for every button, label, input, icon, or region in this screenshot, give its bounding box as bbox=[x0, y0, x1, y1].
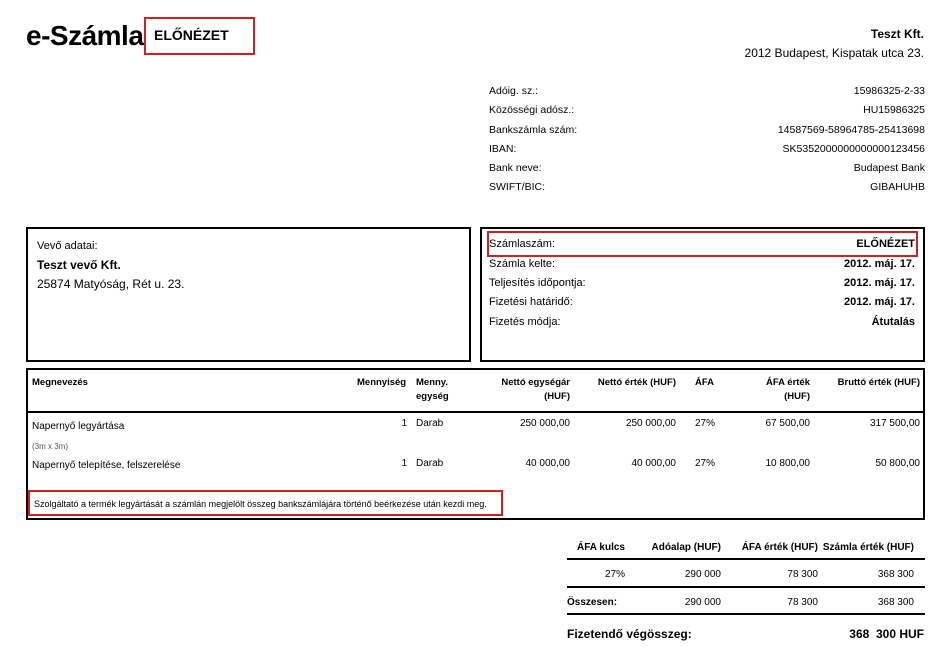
col-header-qty: Mennyiség bbox=[357, 377, 407, 388]
items-header-divider bbox=[26, 411, 925, 413]
col-header-net: Nettó érték (HUF) bbox=[597, 377, 676, 388]
invoice-date-label: Számla kelte: bbox=[489, 258, 556, 270]
vat-amount: 78 300 bbox=[787, 569, 818, 580]
item-qty: 1 bbox=[401, 458, 407, 469]
vat-sum-label: Összesen: bbox=[567, 597, 618, 608]
col-header-gross: Bruttó érték (HUF) bbox=[837, 377, 920, 388]
document-title: e-Számla bbox=[26, 20, 144, 51]
payment-deadline-value: 2012. máj. 17. bbox=[844, 296, 915, 308]
item-qty: 1 bbox=[401, 418, 407, 429]
vat-header-total: Számla érték (HUF) bbox=[822, 542, 914, 553]
item-unit: Darab bbox=[416, 418, 444, 429]
col-header-unit-price-line2: (HUF) bbox=[544, 391, 570, 402]
fulfillment-date-label: Teljesítés időpontja: bbox=[489, 277, 586, 289]
item-name: Napernyő legyártása bbox=[32, 421, 125, 432]
seller-detail-value: Budapest Bank bbox=[853, 162, 925, 174]
invoice-info-row bbox=[489, 316, 915, 335]
col-header-name: Megnevezés bbox=[32, 377, 88, 388]
seller-detail-row bbox=[489, 143, 925, 162]
vat-rate: 27% bbox=[604, 569, 625, 580]
col-header-unit-line1: Menny. bbox=[416, 377, 449, 388]
item-name: Napernyő telepítése, felszerelése bbox=[32, 460, 181, 471]
seller-detail-label: Bankszámla szám: bbox=[489, 124, 578, 136]
vat-header-rate: ÁFA kulcs bbox=[577, 542, 625, 553]
payment-deadline-label: Fizetési határidő: bbox=[489, 296, 573, 308]
seller-detail-label: Közösségi adósz.: bbox=[489, 104, 575, 116]
item-net: 250 000,00 bbox=[625, 418, 676, 429]
item-vat: 27% bbox=[695, 418, 716, 429]
col-header-vat: ÁFA bbox=[695, 377, 714, 388]
col-header-vat-value bbox=[730, 376, 810, 404]
vat-sum-base: 290 000 bbox=[684, 597, 721, 608]
vat-header-base: Adóalap (HUF) bbox=[651, 542, 721, 553]
vat-base: 290 000 bbox=[684, 569, 721, 580]
invoice-date-value: 2012. máj. 17. bbox=[844, 258, 915, 270]
preview-badge bbox=[144, 17, 255, 55]
item-unit: Darab bbox=[416, 458, 444, 469]
item-unit-price: 40 000,00 bbox=[525, 458, 570, 469]
seller-detail-value: SK5352000000000000123456 bbox=[782, 143, 925, 155]
seller-address: 2012 Budapest, Kispatak utca 23. bbox=[744, 46, 924, 60]
seller-detail-value: 14587569-58964785-25413698 bbox=[777, 124, 925, 136]
payment-note: Szolgáltató a termék legyártását a számlán megjelölt összeg bankszámlájára történő beérkezése után kezdi meg. bbox=[34, 499, 487, 509]
buyer-box bbox=[26, 227, 471, 362]
grand-total-divider bbox=[567, 613, 925, 615]
invoice-info-row bbox=[489, 277, 915, 296]
fulfillment-date-value: 2012. máj. 17. bbox=[844, 277, 915, 289]
seller-detail-value: HU15986325 bbox=[863, 104, 925, 116]
col-header-unit-line2: egység bbox=[416, 391, 449, 402]
item-unit-price: 250 000,00 bbox=[519, 418, 570, 429]
seller-detail-value: GIBAHUHB bbox=[870, 181, 925, 193]
col-header-unit bbox=[416, 376, 449, 404]
seller-detail-label: Bank neve: bbox=[489, 162, 542, 174]
grand-total-label: Fizetendő végösszeg: bbox=[567, 627, 692, 641]
item-vat-value: 10 800,00 bbox=[765, 458, 810, 469]
item-gross: 50 800,00 bbox=[875, 458, 920, 469]
item-subtitle: (3m x 3m) bbox=[32, 442, 68, 451]
invoice-info-row bbox=[489, 296, 915, 315]
seller-detail-label: SWIFT/BIC: bbox=[489, 181, 545, 193]
seller-detail-row bbox=[489, 162, 925, 181]
col-header-vat-value-line2: (HUF) bbox=[784, 391, 810, 402]
item-vat: 27% bbox=[695, 458, 716, 469]
seller-name: Teszt Kft. bbox=[870, 27, 924, 41]
invoice-number-label: Számlaszám: bbox=[489, 238, 556, 250]
invoice-number-value: ELŐNÉZET bbox=[856, 238, 915, 250]
vat-header-divider bbox=[567, 558, 925, 560]
payment-method-label: Fizetés módja: bbox=[489, 316, 561, 328]
col-header-unit-price bbox=[470, 376, 570, 404]
grand-total-value: 368 300 HUF bbox=[849, 627, 924, 641]
vat-total: 368 300 bbox=[877, 569, 914, 580]
invoice-info-row bbox=[489, 238, 915, 257]
buyer-address: 25874 Matyóság, Rét u. 23. bbox=[37, 277, 185, 291]
seller-detail-row bbox=[489, 181, 925, 200]
item-vat-value: 67 500,00 bbox=[765, 418, 810, 429]
invoice-info-row bbox=[489, 258, 915, 277]
col-header-vat-value-line1: ÁFA érték bbox=[766, 377, 810, 388]
preview-label: ELŐNÉZET bbox=[154, 27, 229, 43]
seller-detail-row bbox=[489, 85, 925, 104]
vat-total-divider bbox=[567, 586, 925, 588]
vat-sum-vat: 78 300 bbox=[787, 597, 818, 608]
payment-note-box bbox=[28, 490, 503, 516]
vat-sum-total: 368 300 bbox=[877, 597, 914, 608]
buyer-name: Teszt vevő Kft. bbox=[37, 258, 121, 272]
payment-method-value: Átutalás bbox=[871, 316, 915, 328]
seller-detail-row bbox=[489, 124, 925, 143]
col-header-unit-price-line1: Nettó egységár bbox=[501, 377, 570, 388]
vat-header-vat: ÁFA érték (HUF) bbox=[741, 542, 818, 553]
item-gross: 317 500,00 bbox=[869, 418, 920, 429]
seller-detail-row bbox=[489, 104, 925, 123]
seller-detail-label: Adóig. sz.: bbox=[489, 85, 539, 97]
seller-detail-value: 15986325-2-33 bbox=[853, 85, 925, 97]
seller-detail-label: IBAN: bbox=[489, 143, 517, 155]
buyer-label: Vevő adatai: bbox=[37, 240, 98, 252]
item-net: 40 000,00 bbox=[631, 458, 676, 469]
